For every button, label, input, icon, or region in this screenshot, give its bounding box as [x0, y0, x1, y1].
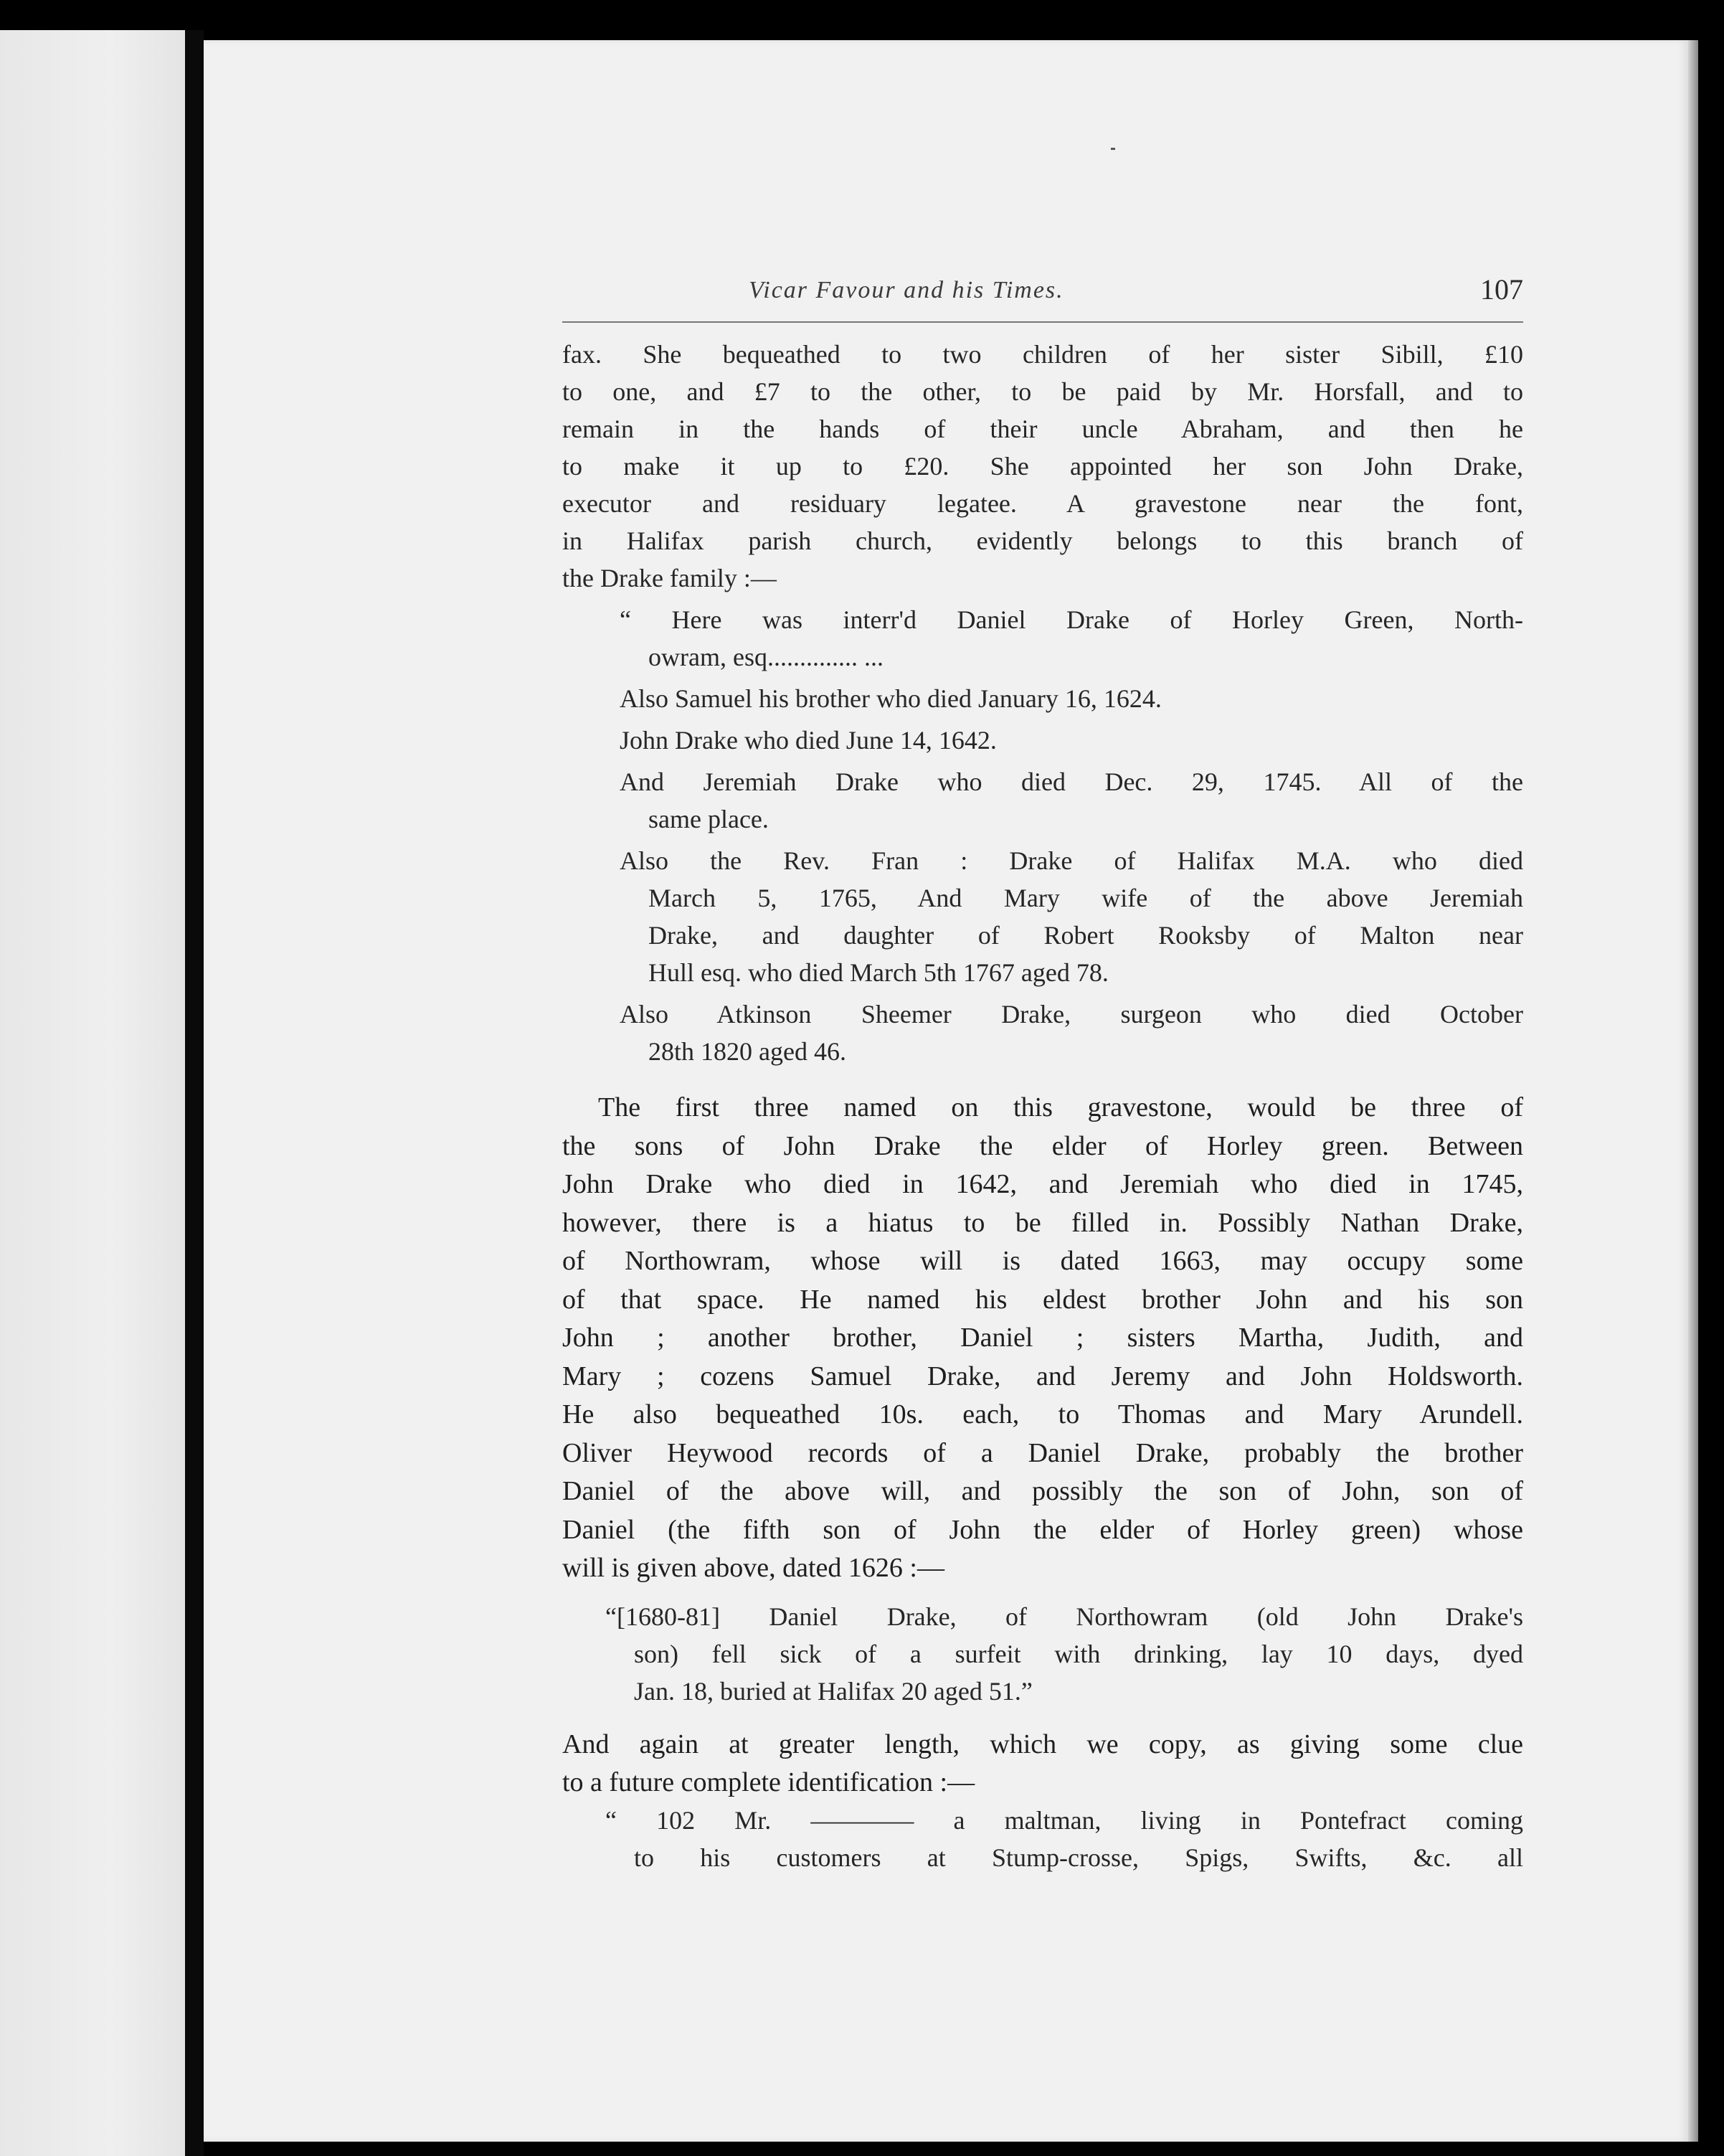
- body-line: And again at greater length, which we copy, as giving some clue: [562, 1729, 1523, 1759]
- left-page-edge: [0, 30, 185, 2156]
- book-page: [204, 40, 1688, 2142]
- body-line: John ; another brother, Daniel ; sisters Martha, Judith, and: [562, 1323, 1523, 1353]
- body-line: John Drake who died in 1642, and Jeremiah who died in 1745,: [562, 1169, 1523, 1199]
- epitaph-line: “ Here was interr'd Daniel Drake of Horley Green, North-: [620, 605, 1523, 634]
- body-line: of that space. He named his eldest brother John and his son: [562, 1284, 1523, 1315]
- page-edge-shadow: [1688, 40, 1698, 2142]
- body-line: He also bequeathed 10s. each, to Thomas and Mary Arundell.: [562, 1399, 1523, 1429]
- quote-line: Jan. 18, buried at Halifax 20 aged 51.”: [634, 1676, 1033, 1706]
- scan-speck: [1111, 148, 1115, 150]
- text-line: executor and residuary legatee. A gravestone near the font,: [562, 489, 1523, 518]
- body-line: however, there is a hiatus to be filled in. Possibly Nathan Drake,: [562, 1207, 1523, 1238]
- epitaph-line: And Jeremiah Drake who died Dec. 29, 1745. All of the: [620, 767, 1523, 796]
- epitaph-line: Also Samuel his brother who died January 16, 1624.: [620, 684, 1162, 713]
- text-line: to one, and £7 to the other, to be paid by Mr. Horsfall, and to: [562, 377, 1523, 406]
- quote-line: “[1680-81] Daniel Drake, of Northowram (old John Drake's: [605, 1602, 1523, 1631]
- epitaph-line: March 5, 1765, And Mary wife of the above Jeremiah: [648, 884, 1523, 912]
- epitaph-line: Also Atkinson Sheemer Drake, surgeon who died October: [620, 1000, 1523, 1029]
- epitaph-line: John Drake who died June 14, 1642.: [620, 726, 997, 755]
- text-line: the Drake family :—: [562, 564, 777, 592]
- text-line: fax. She bequeathed to two children of her sister Sibill, £10: [562, 340, 1523, 369]
- scan-frame: [0, 30, 1724, 2156]
- page-text-block: [562, 273, 1523, 1876]
- epitaph-line: Hull esq. who died March 5th 1767 aged 78.: [648, 958, 1109, 987]
- text-line: in Halifax parish church, evidently belongs to this branch of: [562, 526, 1523, 555]
- epitaph-line: Also the Rev. Fran : Drake of Halifax M.A. who died: [620, 846, 1523, 875]
- page-number: 107: [1480, 273, 1523, 306]
- quote-line: son) fell sick of a surfeit with drinking, lay 10 days, dyed: [634, 1639, 1523, 1668]
- epitaph-line: Drake, and daughter of Robert Rooksby of Malton near: [648, 921, 1523, 950]
- body-line: Oliver Heywood records of a Daniel Drake, probably the brother: [562, 1437, 1523, 1468]
- running-head: [562, 273, 1523, 323]
- quote-line: to his customers at Stump-crosse, Spigs, Swifts, &c. all: [634, 1843, 1523, 1872]
- running-title: Vicar Favour and his Times.: [749, 277, 1064, 303]
- body-line: will is given above, dated 1626 :—: [562, 1553, 944, 1583]
- body-line: Daniel (the fifth son of John the elder of Horley green) whose: [562, 1514, 1523, 1545]
- body-line: Daniel of the above will, and possibly the son of John, son of: [562, 1476, 1523, 1506]
- text-line: remain in the hands of their uncle Abraham, and then he: [562, 415, 1523, 443]
- book-spine: [185, 30, 204, 2156]
- body-line: The first three named on this gravestone, would be three of: [598, 1092, 1523, 1122]
- epitaph-line: owram, esq.............. ...: [648, 643, 884, 671]
- epitaph-line: 28th 1820 aged 46.: [648, 1037, 846, 1066]
- epitaph-line: same place.: [648, 805, 769, 833]
- body-line: to a future complete identification :—: [562, 1767, 975, 1797]
- text-line: to make it up to £20. She appointed her son John Drake,: [562, 452, 1523, 481]
- body-line: Mary ; cozens Samuel Drake, and Jeremy and John Holdsworth.: [562, 1361, 1523, 1391]
- quote-line: “ 102 Mr. ———— a maltman, living in Pontefract coming: [605, 1805, 1523, 1835]
- body-line: the sons of John Drake the elder of Horley green. Between: [562, 1130, 1523, 1161]
- body-line: of Northowram, whose will is dated 1663, may occupy some: [562, 1246, 1523, 1276]
